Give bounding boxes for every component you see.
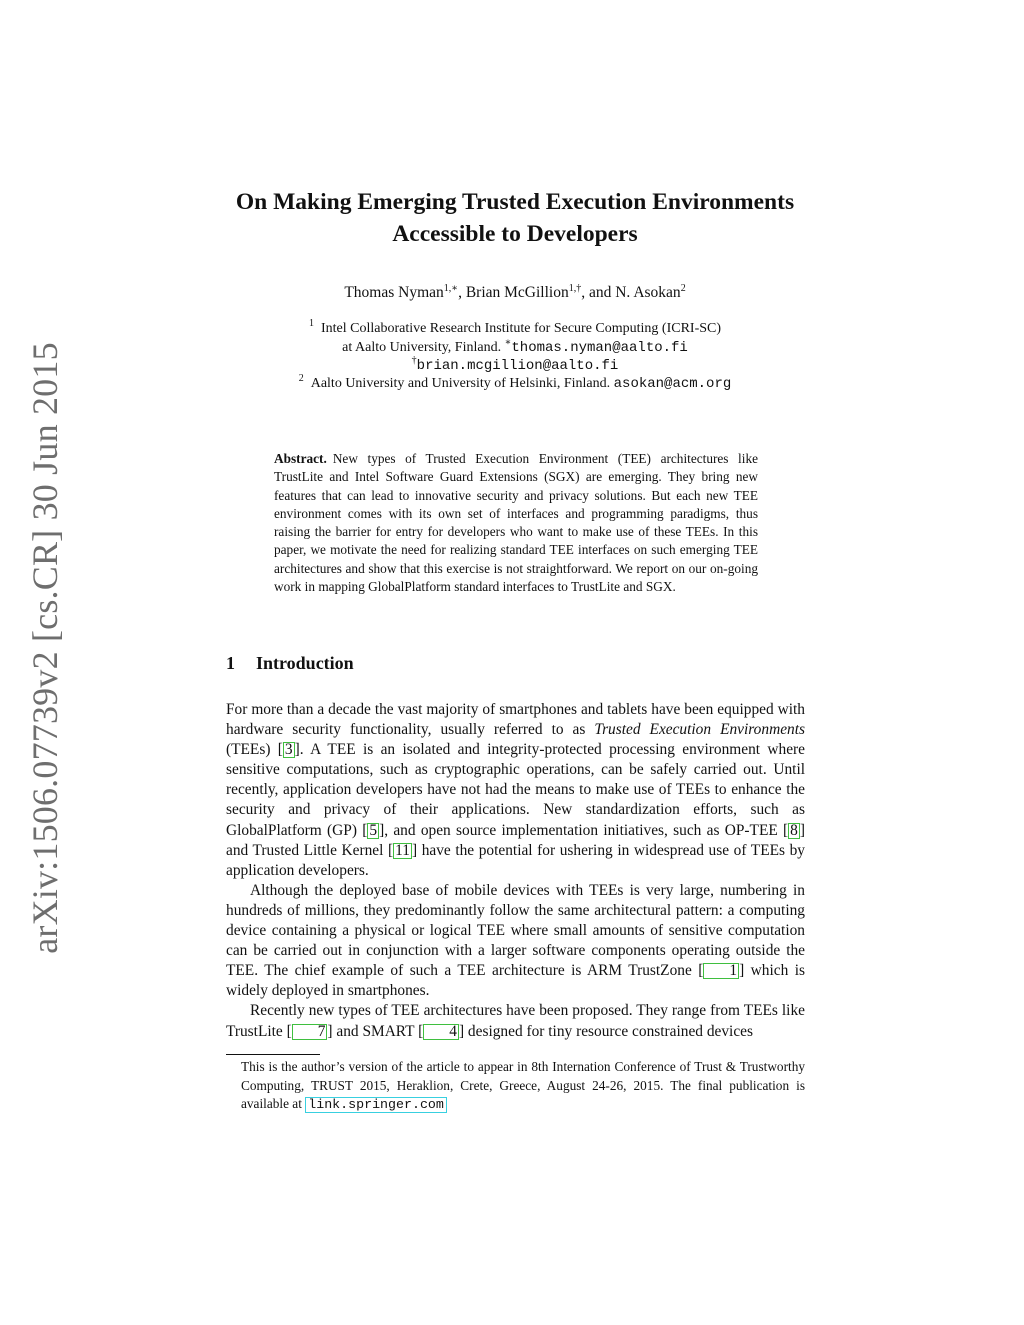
footnote: [241, 1058, 805, 1114]
footnote-rule: [226, 1054, 320, 1055]
paragraph-text: ] designed for tiny resource constrained devices: [458, 1022, 753, 1040]
title-line-2: Accessible to Developers: [392, 221, 638, 247]
paragraph-text: (TEEs) [: [226, 741, 283, 759]
title-line-1: On Making Emerging Trusted Execution Environments: [235, 189, 795, 215]
citation-link[interactable]: 3: [284, 741, 293, 759]
paragraph-text: For more than a decade the vast majority of smartphones and tablets have been equipped with hardware security functionality, usually referred to as: [226, 701, 805, 739]
citation-link[interactable]: 4: [423, 1024, 459, 1040]
citation-link[interactable]: 7: [292, 1024, 328, 1040]
footnote-text: This is the author’s version of the article to appear in 8th Internation Conference of Trust & Trustworthy Computing, TRUST 2015, Heraklion, Crete, Greece, August 24-26, 2015. The final publication is available at: [241, 1059, 805, 1111]
paragraph-text: Recently new types of TEE architectures have been proposed. They range from TEEs like TrustLite [: [226, 1002, 805, 1040]
citation-link[interactable]: 1: [703, 963, 739, 979]
affiliation-1: [200, 319, 830, 338]
citation-link[interactable]: 5: [369, 821, 378, 839]
paragraph-1: [226, 700, 805, 881]
paragraph-3: [226, 1001, 805, 1041]
paragraph-2: [226, 881, 805, 1002]
affiliation-1-name: Intel Collaborative Research Institute for Secure Computing (ICRI-SC): [320, 321, 722, 336]
abstract: [274, 450, 758, 596]
citation-link[interactable]: 8: [790, 821, 798, 839]
email-mcgillion: brian.mcgillion@aalto.fi: [416, 358, 619, 374]
affiliation-1-number: 1: [308, 318, 314, 329]
paragraph-text: ] which is widely deployed in smartphones.: [226, 962, 805, 1000]
arxiv-sidebar-stamp: [14, 342, 76, 954]
abstract-text: New types of Trusted Execution Environment (TEE) architectures like TrustLite and Intel Software Guard Extensions (SGX) are emerging. They bring new features that can lead to innovative security and privacy solutions. But each new TEE environment comes with its own set of interfaces and programming paradigms, thus raising the barrier for entry for developers who want to make use of these TEEs. In this paper, we motivate the need for realizing standard TEE interfaces on such emerging TEE architectures and show that this exercise is not straightforward. We report on our on-going work in mapping GlobalPlatform standard interfaces to TrustLite and SGX.: [274, 451, 758, 595]
paragraph-text: ] have the potential for ushering in widespread use of TEEs by application developers.: [226, 841, 805, 879]
citation-link[interactable]: 11: [395, 841, 410, 859]
author-asokan: N. Asokan: [615, 284, 681, 301]
paragraph-text: Although the deployed base of mobile devices with TEEs is very large, numbering in hundreds of millions, they predominantly follow the same architectural pattern: a computing device containing a physical or logical TEE where small amounts of sensitive computation can be carried out in conjunction with a larger software components operating outside the TEE. The chief example of such a TEE architecture is ARM TrustZone [: [226, 881, 805, 980]
email-mark-dagger: †: [411, 355, 417, 366]
email-mark-asterisk: ∗: [504, 337, 512, 348]
section-number: 1: [226, 653, 235, 673]
paper-title: [180, 186, 850, 250]
section-heading: [226, 653, 354, 674]
author-nyman-marks: 1,∗: [443, 283, 459, 294]
author-asokan-marks: 2: [680, 283, 686, 294]
affiliation-2-number: 2: [298, 373, 304, 384]
springer-link[interactable]: link.springer.com: [305, 1097, 447, 1113]
email-asokan: asokan@acm.org: [613, 376, 732, 392]
affiliation-2: [200, 374, 830, 394]
paragraph-text: ], and open source implementation initiatives, such as OP-TEE [: [379, 821, 789, 839]
paragraph-text: ] and SMART [: [327, 1022, 424, 1040]
abstract-label: Abstract.: [274, 451, 327, 466]
affiliation-1-location: at Aalto University, Finland.: [342, 340, 502, 355]
paragraph-text: ] and Trusted Little Kernel [: [226, 821, 805, 859]
author-separator: , and: [581, 284, 616, 301]
paragraph-text: ]. A TEE is an isolated and integrity-protected processing environment where sensitive computations, such as cryptographic operations, can be safely carried out. Until recently, application developers have not had the means to make use of TEEs to enhance the security and privacy of their applications. New standardization efforts, such as GlobalPlatform (GP) [: [226, 741, 805, 839]
author-nyman: Thomas Nyman: [344, 284, 444, 301]
email-nyman: thomas.nyman@aalto.fi: [511, 340, 688, 356]
arxiv-id-text: arXiv:1506.07739v2 [cs.CR] 30 Jun 2015: [25, 342, 66, 954]
author-mcgillion: Brian McGillion: [465, 284, 569, 301]
author-mcgillion-marks: 1,†: [568, 283, 582, 294]
affiliation-2-name: Aalto University and University of Helsinki, Finland.: [310, 376, 611, 391]
term-emphasis: Trusted Execution Environments: [594, 721, 805, 739]
author-list: [200, 284, 830, 302]
body-text: [226, 700, 805, 1042]
section-title: Introduction: [256, 653, 354, 673]
affiliation-email-line: [200, 356, 830, 376]
author-separator: ,: [458, 284, 466, 301]
affiliation-1-line-2: [200, 338, 830, 358]
